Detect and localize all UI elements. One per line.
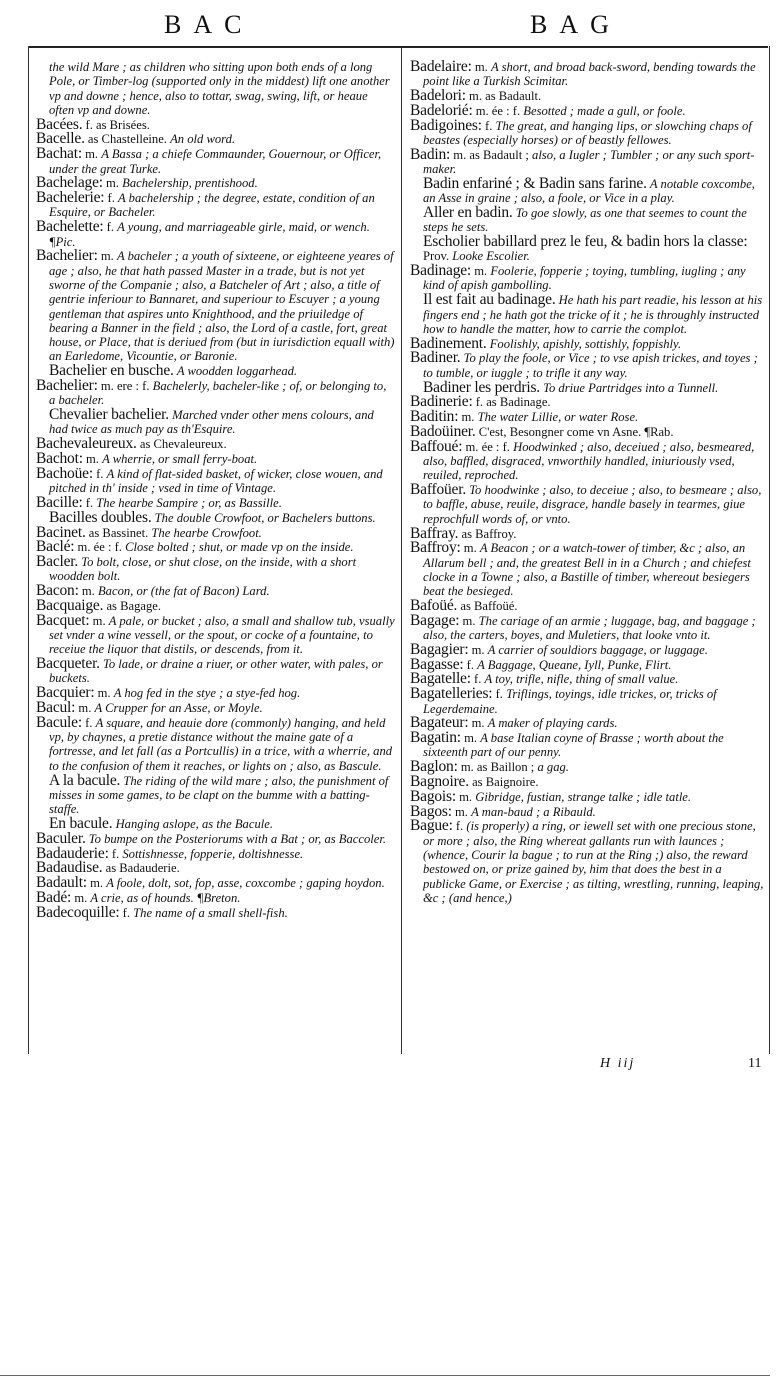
entry-grammar: m. xyxy=(78,701,92,716)
entry-grammar: m. xyxy=(464,731,478,746)
entry-grammar: m. xyxy=(74,890,88,905)
dictionary-entry xyxy=(36,555,395,584)
dictionary-entry xyxy=(36,657,395,686)
entry-headword: Bachelette: xyxy=(36,218,104,236)
entry-grammar: m. ée : f. xyxy=(77,540,122,555)
dictionary-entry xyxy=(36,115,395,133)
entry-definition: A crie, as of hounds. ¶Breton. xyxy=(90,890,241,905)
entry-grammar: as Bagage. xyxy=(106,598,162,613)
entry-headword: Baclé: xyxy=(36,538,75,556)
entry-headword: Badauderie: xyxy=(36,844,109,862)
entry-headword: Bachelier: xyxy=(36,377,98,395)
entry-headword: Bacquaige. xyxy=(36,596,104,614)
dictionary-entry xyxy=(410,611,764,643)
dictionary-entry xyxy=(36,540,395,554)
scan-edge-line xyxy=(0,1375,770,1376)
entry-definition: A carrier of souldiors baggage, or luggage. xyxy=(487,642,708,657)
entry-definition: A woodden loggarhead. xyxy=(176,364,298,379)
dictionary-entry xyxy=(36,60,395,117)
entry-headword: Bagnoire. xyxy=(410,773,469,791)
entry-headword: Bachelage: xyxy=(36,174,103,192)
entry-headword: Badin: xyxy=(410,145,451,163)
entry-definition: Close bolted ; shut, or made vp on the inside. xyxy=(125,540,354,555)
entry-definition: A Beacon ; or a watch-tower of timber, &c ; also, an Allarum bell ; and, the greatest Bell in in a Church ; and chiefest clocke in a Towne ; also, a Bastille of timber, whereout besiegers beat the besieged. xyxy=(423,541,751,599)
entry-definition: The riding of the wild mare ; also, the punishment of misses in some games, to be clapt on the bumme with a batting-staffe. xyxy=(49,773,389,817)
entry-definition: To hoodwinke ; also, to deceiue ; also, to besmeare ; also, to baffle, abuse, reuile, disgrace, handle basely in tearmes, giue reprochfull words of, or vnto. xyxy=(423,483,762,526)
dictionary-entry xyxy=(36,437,395,451)
entry-grammar: m. xyxy=(455,804,468,819)
entry-grammar: f. as Brisées. xyxy=(85,117,150,132)
entry-grammar: m. xyxy=(462,613,476,628)
entry-grammar: m. as Baillon ; xyxy=(460,760,535,775)
dictionary-entry xyxy=(36,814,395,832)
entry-definition: To bolt, close, or shut close, on the inside, with a short woodden bolt. xyxy=(49,555,357,584)
entry-definition: A foole, dolt, sot, fop, asse, coxcombe ; gaping hoydon. xyxy=(106,876,385,891)
entry-headword: Bacon: xyxy=(36,582,79,600)
dictionary-entry xyxy=(410,819,764,905)
entry-grammar: m. xyxy=(85,147,99,162)
dictionary-entry xyxy=(36,249,395,363)
entry-headword: Il est fait au badinage. xyxy=(423,291,556,309)
entry-definition: A short, and broad back-sword, bending towards the point like a Turkish Scimitar. xyxy=(423,60,756,89)
entry-definition: To driue Partridges into a Tunnell. xyxy=(543,380,719,395)
entry-definition: He hath his part readie, his lesson at his fingers end ; he hath got the tricke of it ; he is throughly instructed how to handle the matter, how to carrie the complot. xyxy=(423,293,763,336)
running-head xyxy=(28,10,773,40)
page-footer xyxy=(28,1056,773,1078)
entry-definition: A hog fed in the stye ; a stye-fed hog. xyxy=(113,686,301,701)
dictionary-entry xyxy=(36,191,395,220)
entry-grammar: m. xyxy=(463,541,477,556)
entry-grammar: m. as Badault ; xyxy=(453,147,529,162)
entry-headword: Badiner les perdris. xyxy=(423,378,540,396)
entry-grammar: C'est, Besongner come vn Asne. ¶Rab. xyxy=(478,424,674,439)
entry-headword: Baffroy: xyxy=(410,539,461,557)
dictionary-entry xyxy=(410,437,764,483)
entry-headword: Bague: xyxy=(410,817,453,835)
entry-headword: Bacule: xyxy=(36,713,82,731)
entry-definition: A notable coxcombe, an Asse in graine ; also, a foole, or Vice in a play. xyxy=(423,176,755,206)
dictionary-entry xyxy=(36,771,395,817)
entry-headword: A la bacule. xyxy=(49,771,121,789)
dictionary-entry xyxy=(410,596,764,614)
entry-grammar: f. xyxy=(466,657,474,672)
entry-headword: Badelorié: xyxy=(410,101,473,119)
entry-definition: The double Crowfoot, or Bachelers buttons. xyxy=(154,510,376,525)
dictionary-entry xyxy=(36,220,395,249)
entry-grammar: m. xyxy=(474,60,488,74)
signature-mark: H iij xyxy=(600,1056,636,1071)
entry-headword: Bagatelleries: xyxy=(410,685,493,703)
entry-grammar: m. xyxy=(461,410,475,425)
entry-definition: A wherrie, or small ferry-boat. xyxy=(102,452,258,467)
entry-grammar: f. xyxy=(122,905,130,920)
dictionary-entry xyxy=(410,541,764,598)
entry-definition: A Crupper for an Asse, or Moyle. xyxy=(94,701,263,716)
entry-grammar: m. xyxy=(97,686,111,701)
entry-definition: Gibridge, fustian, strange talke ; idle tatle. xyxy=(475,789,692,804)
entry-definition: A base Italian coyne of Brasse ; worth about the sixteenth part of our penny. xyxy=(423,731,724,760)
dictionary-entry xyxy=(410,716,764,730)
entry-definition: To goe slowly, as one that seemes to count the steps he sets. xyxy=(423,205,747,235)
entry-headword: Bagois: xyxy=(410,787,456,805)
dictionary-entry xyxy=(410,334,764,352)
dictionary-entry xyxy=(410,235,764,264)
entry-headword: Escholier babillard prez le feu, & badin hors la classe: xyxy=(423,233,748,251)
running-head-left: BAC xyxy=(164,10,254,39)
dictionary-entry xyxy=(410,145,764,177)
entry-grammar: m. xyxy=(106,176,119,191)
dictionary-entry xyxy=(36,132,395,146)
entry-headword: Badiner. xyxy=(410,349,461,367)
entry-definition: A man-baud ; a Ribauld. xyxy=(471,804,596,819)
entry-headword: Badé: xyxy=(36,888,72,906)
dictionary-entry xyxy=(36,713,395,773)
dictionary-entry xyxy=(410,524,764,542)
entry-grammar: m. xyxy=(81,584,95,599)
entry-definition: (is properly) a ring, or iewell set with one precious stone, or more ; also, the Ring whereat gallants run with launces ; (whence, Courir la bague ; to run at the Ring ;) also, the reward bestowed on, or prize gained by, him that does the best in a publicke Game, or Exercise ; as tilting, wrestling, running, leaping, &c ; (and hence,) xyxy=(423,819,764,905)
entry-headword: Baffoué: xyxy=(410,437,463,455)
entry-headword: Badigoines: xyxy=(410,116,482,134)
entry-headword: En bacule. xyxy=(49,814,113,832)
entry-headword: Aller en badin. xyxy=(423,203,513,221)
entry-headword: Bachelier: xyxy=(36,247,98,265)
entry-grammar: f. xyxy=(85,715,93,730)
entry-definition: A pale, or bucket ; also, a small and shallow tub, vsually set vnder a wine vessell, or the spout, or cocke of a fountaine, to receiue the liquor that distils, or descends, from it. xyxy=(49,613,395,657)
entry-grammar: as Bassinet. xyxy=(88,525,149,540)
entry-grammar: f. xyxy=(495,687,503,702)
entry-definition: Bachelership, prentishood. xyxy=(122,176,258,191)
entry-headword: Bacquier: xyxy=(36,684,95,702)
entry-definition: Hoodwinked ; also, deceiued ; also, besmeared, also, baffled, disgraced, vnworthily handled, iniuriously vsed, reuiled, reproched. xyxy=(423,439,755,483)
dictionary-entry xyxy=(36,861,395,875)
entry-definition: A young, and marriageable girle, maid, or wench. ¶Pic. xyxy=(49,220,370,249)
entry-headword: Baditin: xyxy=(410,408,459,426)
entry-grammar: m. xyxy=(85,452,99,467)
entry-headword: Bacler. xyxy=(36,553,79,571)
dictionary-entry xyxy=(36,508,395,526)
entry-grammar: f. xyxy=(107,191,115,206)
dictionary-entry xyxy=(410,116,764,148)
entry-headword: Bacquet: xyxy=(36,611,90,629)
dictionary-entry xyxy=(36,147,395,176)
entry-definition: a gag. xyxy=(537,760,569,775)
dictionary-entry xyxy=(36,686,395,700)
dictionary-entry xyxy=(410,687,764,716)
entry-grammar: Prov. xyxy=(423,249,450,264)
entry-definition: To bumpe on the Posteriorums with a Bat ; or, as Baccoler. xyxy=(88,831,387,846)
entry-grammar: f. xyxy=(455,819,464,834)
entry-headword: Badaudise. xyxy=(36,859,103,877)
entry-definition: Hanging aslope, as the Bacule. xyxy=(115,816,273,831)
entry-definition: The cariage of an armie ; luggage, bag, and baggage ; also, the carters, boyes, and Muletiers, that looke vnto it. xyxy=(423,613,756,643)
entry-grammar: as Baffroy. xyxy=(461,526,517,541)
entry-grammar: m. xyxy=(474,264,488,279)
dictionary-entry xyxy=(410,731,764,760)
entry-headword: Bacille: xyxy=(36,493,83,511)
entry-definition: Marched vnder other mens colours, and had twice as much pay as th'Esquire. xyxy=(49,408,374,437)
entry-grammar: m. ée : f. xyxy=(465,439,510,454)
entry-definition: A kind of flat-sided basket, of wicker, close wouen, and pitched in th' inside ; vsed in time of Vintage. xyxy=(49,466,383,496)
entry-grammar: m. xyxy=(100,249,114,264)
entry-headword: Baffoüer. xyxy=(410,481,467,499)
entry-definition: To play the foole, or Vice ; to vse apish trickes, and toyes ; to tumble, or iuggle ; to trifle it any way. xyxy=(423,351,758,380)
dictionary-entry xyxy=(36,464,395,496)
entry-headword: Baculer. xyxy=(36,829,86,847)
dictionary-entry xyxy=(36,379,395,408)
dictionary-entry xyxy=(36,611,395,657)
dictionary-entry xyxy=(410,775,764,789)
entry-definition: A Baggage, Queane, Iyll, Punke, Flirt. xyxy=(477,657,672,672)
entry-grammar: f. as Badinage. xyxy=(475,395,551,410)
entry-definition: Besotted ; made a gull, or foole. xyxy=(523,103,686,118)
entry-definition: the wild Mare ; as children who sitting upon both ends of a long Pole, or Timber-log (supported only in the middest) lift one another vp and downe ; hence, also to tottar, swag, swing, lift, or heaue often vp and downe. xyxy=(49,60,390,117)
entry-definition: The great, and hanging lips, or slowching chaps of beastes (especially horses) or of beastly fellowes. xyxy=(423,118,752,147)
dictionary-entry xyxy=(36,408,395,437)
entry-headword: Bagateur: xyxy=(410,714,469,732)
entry-definition: An old word. xyxy=(170,132,236,147)
dictionary-entry xyxy=(36,701,395,715)
dictionary-entry xyxy=(36,876,395,890)
entry-headword: Bachelier en busche. xyxy=(49,362,174,380)
entry-headword: Baffray. xyxy=(410,524,459,542)
entry-definition: Bacon, or (the fat of Bacon) Lard. xyxy=(97,584,270,599)
dictionary-entry xyxy=(410,422,764,440)
entry-headword: Badelaire: xyxy=(410,60,472,75)
entry-headword: Bacul: xyxy=(36,699,76,717)
dictionary-entry xyxy=(410,802,764,820)
entry-definition: A toy, trifle, nifle, thing of small value. xyxy=(484,672,679,687)
running-head-right: BAG xyxy=(530,10,621,39)
entry-grammar: as Baignoire. xyxy=(472,775,539,790)
entry-definition: A maker of playing cards. xyxy=(487,716,618,731)
entry-definition: A bacheler ; a youth of sixteene, or eighteene yeares of age ; also, he that hath passed Master in a trade, but is not yet sworne of the Companie ; also, a Batcheler of Art ; also, a title of gentrie inferiour to Bannaret, and superiour to Escuyer ; a young gentleman that aspires unto Knighthood, and the priuiledge of bearing a Banner in the field ; also, the Lord of a castle, fort, great house, or Place, that is deriued from (but in iurisdiction equall with) an Earledome, Vicountie, or Baronie. xyxy=(49,249,395,364)
entry-headword: Badin enfariné ; & Badin sans farine. xyxy=(423,174,647,192)
entry-definition: A square, and heauie dore (commonly) hanging, and held vp, by chaynes, a pretie distance without the maine gate of a fortresse, and let fall (as a Portcullis) in a trice, with a wherrie, and to the confusion of them it reaches, or lights on ; also, as Bascule. xyxy=(49,715,393,773)
entry-definition: Bachelerly, bacheler-like ; of, or belonging to, a bacheler. xyxy=(49,379,387,408)
left-column xyxy=(36,60,395,1050)
entry-grammar: as Chevaleureux. xyxy=(139,437,227,452)
dictionary-entry xyxy=(410,264,764,293)
dictionary-entry xyxy=(410,351,764,380)
entry-definition: Sottishnesse, fopperie, doltishnesse. xyxy=(122,846,304,861)
entry-headword: Bachoüe: xyxy=(36,464,93,482)
entry-headword: Bafoüé. xyxy=(410,596,458,614)
entry-definition: To lade, or draine a riuer, or other water, with pales, or buckets. xyxy=(49,657,383,686)
dictionary-entry xyxy=(410,395,764,409)
entry-headword: Bagage: xyxy=(410,611,460,629)
entry-headword: Bacqueter. xyxy=(36,655,100,673)
entry-grammar: as Baffoüé. xyxy=(460,598,518,613)
entry-grammar: m. xyxy=(471,642,485,657)
dictionary-entry xyxy=(410,483,764,526)
entry-definition: Foolishly, apishly, sottishly, foppishly. xyxy=(489,336,682,351)
dictionary-entry xyxy=(410,174,764,206)
column-divider xyxy=(401,48,402,1054)
entry-grammar: m. xyxy=(92,613,106,628)
page-number: 11 xyxy=(748,1056,762,1071)
entry-headword: Bagatelle: xyxy=(410,670,471,688)
entry-grammar: as Badauderie. xyxy=(105,861,180,876)
entry-headword: Bagatin: xyxy=(410,729,461,747)
entry-headword: Bagasse: xyxy=(410,655,464,673)
dictionary-entry xyxy=(36,903,395,921)
entry-grammar: f. xyxy=(485,118,493,133)
entry-definition: A Bassa ; a chiefe Commaunder, Gouernour, or Officer, under the great Turke. xyxy=(49,147,382,176)
entry-grammar: m. xyxy=(90,876,104,891)
entry-definition: Triflings, toyings, idle trickes, or, tricks of Legerdemaine. xyxy=(423,687,717,716)
dictionary-entry xyxy=(410,293,764,336)
dictionary-page xyxy=(28,0,773,1090)
entry-headword: Badinage: xyxy=(410,262,472,280)
entry-headword: Badinerie: xyxy=(410,393,473,411)
entry-headword: Bagos: xyxy=(410,802,452,820)
entry-headword: Bachelerie: xyxy=(36,189,105,207)
entry-definition: Foolerie, fopperie ; toying, tumbling, iugling ; any kind of apish gambolling. xyxy=(423,264,746,293)
entry-headword: Bacelle. xyxy=(36,130,85,148)
entry-definition: also, a Iugler ; Tumbler ; or any such sport-maker. xyxy=(423,147,755,177)
entry-grammar: m. ere : f. xyxy=(100,379,150,394)
entry-definition: The name of a small shell-fish. xyxy=(133,905,288,920)
entry-grammar: as Chastelleine. xyxy=(87,132,167,147)
entry-definition: The hearbe Sampire ; or, as Bassille. xyxy=(96,495,282,510)
right-column xyxy=(410,60,764,1050)
entry-headword: Badecoquille: xyxy=(36,903,120,921)
entry-headword: Chevalier bachelier. xyxy=(49,406,169,424)
entry-definition: The hearbe Crowfoot. xyxy=(151,525,262,540)
entry-grammar: f. xyxy=(111,846,120,861)
entry-grammar: f. xyxy=(96,466,104,481)
entry-headword: Badelori: xyxy=(410,87,466,105)
entry-grammar: m. as Badault. xyxy=(469,89,542,104)
entry-definition: The water Lillie, or water Rose. xyxy=(477,410,639,425)
dictionary-entry xyxy=(410,60,764,89)
entry-headword: Bacilles doubles. xyxy=(49,508,152,526)
dictionary-entry xyxy=(410,787,764,805)
entry-headword: Bacinet. xyxy=(36,523,86,541)
entry-grammar: f. xyxy=(106,220,115,235)
entry-grammar: f. xyxy=(85,495,94,510)
entry-grammar: m. ée : f. xyxy=(475,103,521,118)
entry-definition: Looke Escolier. xyxy=(452,249,530,264)
entry-headword: Badinement. xyxy=(410,334,487,352)
entry-headword: Bachevaleureux. xyxy=(36,435,137,453)
entry-grammar: f. xyxy=(474,672,482,687)
entry-headword: Bachat: xyxy=(36,145,82,163)
entry-headword: Bacées. xyxy=(36,115,83,133)
entry-grammar: m. xyxy=(459,789,473,804)
entry-headword: Bagagier: xyxy=(410,640,469,658)
dictionary-entry xyxy=(410,203,764,235)
entry-headword: Badault: xyxy=(36,874,87,892)
entry-headword: Baglon: xyxy=(410,758,458,776)
dictionary-entry xyxy=(36,523,395,541)
entry-headword: Bachot: xyxy=(36,450,83,468)
entry-headword: Badoüiner. xyxy=(410,422,476,440)
entry-definition: A bachelership ; the degree, estate, condition of an Esquire, or Bacheler. xyxy=(49,191,375,220)
entry-grammar: m. xyxy=(471,716,485,731)
